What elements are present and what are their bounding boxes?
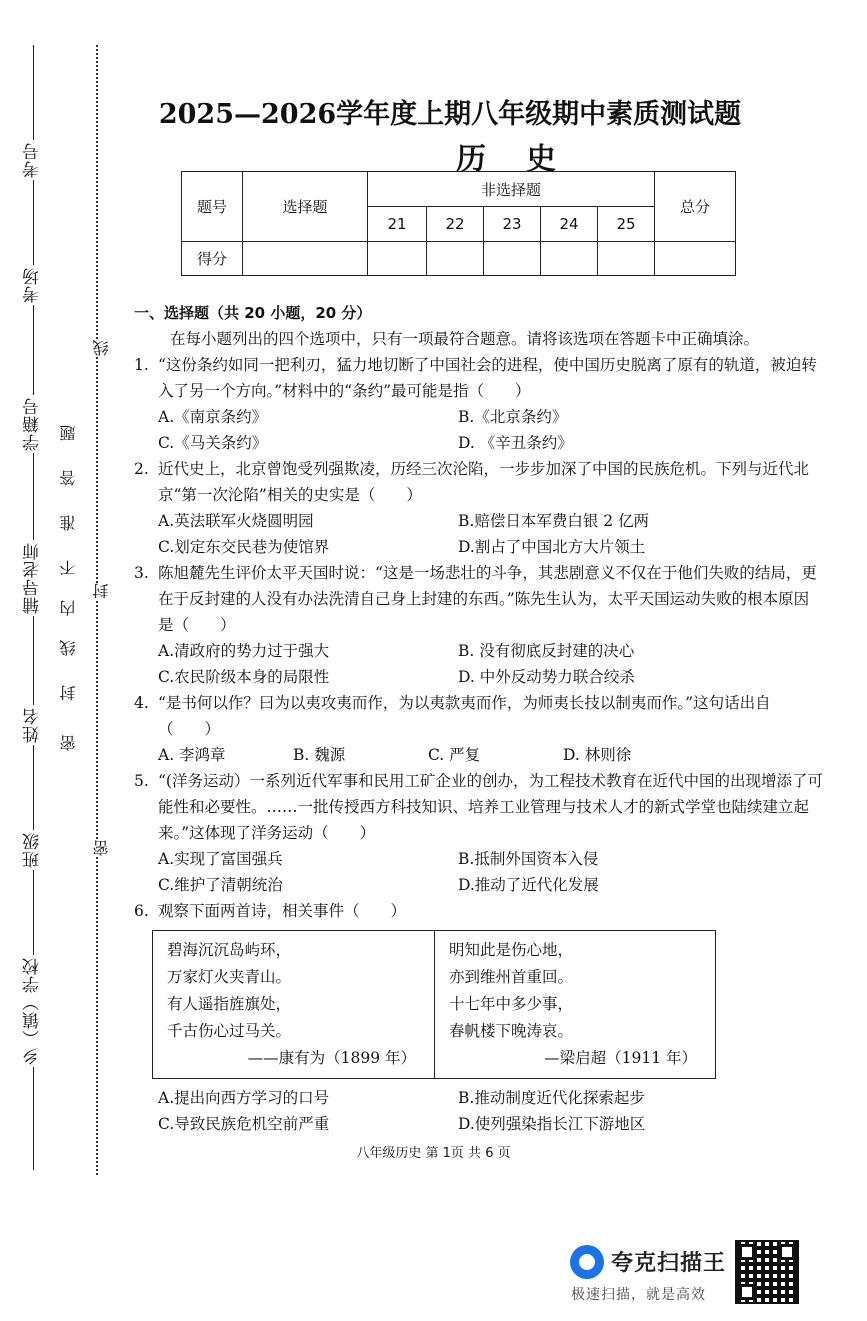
option-a[interactable]: A.提出向西方学习的口号: [158, 1089, 330, 1107]
question-4-options: [134, 742, 824, 768]
question-stem: 陈旭麓先生评价太平天国时说：“这是一场悲壮的斗争，其悲剧意义不仅在于他们失败的结局，更在于反封建的人没有办法洗清自己身上封建的东西。”陈先生认为，太平天国运动失败的根本原因是（ ）: [158, 564, 817, 634]
field-student-id: 学籍号: [20, 395, 45, 453]
option-a[interactable]: A.实现了富国强兵: [158, 850, 283, 868]
score-table-number: 23: [484, 207, 541, 242]
option-d[interactable]: D. 《辛丑条约》: [458, 434, 573, 452]
question-number: 6.: [134, 902, 149, 920]
question-2-options: [134, 508, 824, 560]
question-1-options: [134, 404, 824, 456]
question-number: 5.: [134, 772, 149, 790]
field-exam-room: 考场: [20, 265, 45, 305]
poem-line: 万家灯火夹青山。: [167, 968, 292, 986]
score-table-number: 22: [427, 207, 484, 242]
field-exam-number: 考号: [20, 140, 45, 180]
question-number: 3.: [134, 564, 149, 582]
question-stem: “这份条约如同一把利刃，猛力地切断了中国社会的进程，使中国历史脱离了原有的轨道，被迫转入了另一个方向。”材料中的“条约”最可能是指（ ）: [158, 356, 817, 400]
option-c[interactable]: C.农民阶级本身的局限性: [158, 668, 330, 686]
score-table-q-label: 题号: [182, 172, 243, 242]
score-cell[interactable]: [598, 242, 655, 276]
poem-line: 有人遥指旌旗处，: [167, 995, 292, 1013]
score-cell[interactable]: [427, 242, 484, 276]
exam-title: 2025—2026学年度上期八年级期中素质测试题: [158, 99, 742, 130]
question-1: [134, 352, 824, 404]
qr-code-icon: [735, 1240, 799, 1304]
option-d[interactable]: D. 中外反动势力联合绞杀: [458, 668, 635, 686]
question-3-options: [134, 638, 824, 690]
option-c[interactable]: C. 严复: [428, 746, 481, 764]
seal-char: 准: [59, 515, 78, 531]
seal-char: 题: [59, 425, 78, 441]
page-footer: 八年级历史 第 1页 共 6 页: [356, 1146, 511, 1161]
binding-margin: [0, 0, 110, 1200]
score-table-choice-label: 选择题: [243, 172, 368, 242]
score-table-number: 21: [368, 207, 427, 242]
question-number: 2.: [134, 460, 149, 478]
score-table-total-label: 总分: [655, 172, 736, 242]
poem-author: ——康有为（1899 年）: [247, 1049, 416, 1067]
seal-char: 线: [59, 640, 78, 656]
question-5: [134, 768, 824, 846]
score-table-score-label: 得分: [182, 242, 243, 276]
option-d[interactable]: D.割占了中国北方大片领土: [458, 538, 646, 556]
poem-line: 春帆楼下晚涛哀。: [449, 1022, 574, 1040]
dotline-label-line: 线: [92, 340, 111, 356]
score-cell[interactable]: [368, 242, 427, 276]
question-number: 4.: [134, 694, 149, 712]
option-c[interactable]: C.维护了清朝统治: [158, 876, 283, 894]
quark-logo-icon: [570, 1245, 604, 1279]
question-stem: “(洋务运动）一系列近代军事和民用工矿企业的创办，为工程技术教育在近代中国的出现增添了可能性和必要性。……一批传授西方科技知识、培养工业管理与技术人才的新式学堂也陆续建立起来。”这体现了洋务运动（ ）: [158, 772, 823, 842]
field-tutor: 辅导老师: [20, 540, 45, 616]
margin-dotted-line: [96, 45, 98, 1175]
seal-char: 密: [59, 735, 78, 751]
seal-char: 不: [59, 560, 78, 576]
option-a[interactable]: A.英法联军火烧圆明园: [158, 512, 314, 530]
field-name: 姓名: [20, 705, 45, 745]
field-school: 乡（镇）学校: [20, 955, 45, 1067]
question-stem: “是书何以作？曰为以夷攻夷而作，为以夷款夷而作，为师夷长技以制夷而作。”这句话出自（ ）: [158, 694, 771, 738]
option-d[interactable]: D.推动了近代化发展: [458, 876, 599, 894]
watermark-slogan: 极速扫描，就是高效: [571, 1287, 706, 1303]
question-number: 1.: [134, 356, 149, 374]
question-3: [134, 560, 824, 638]
dotline-label-seal: 封: [92, 583, 111, 599]
question-6-options: [134, 1085, 824, 1137]
option-c[interactable]: C.划定东交民巷为使馆界: [158, 538, 330, 556]
questions-content: [134, 300, 824, 1137]
option-b[interactable]: B.赔偿日本军费白银 2 亿两: [458, 512, 650, 530]
score-table-nonchoice-label: 非选择题: [368, 172, 655, 207]
question-5-options: [134, 846, 824, 898]
seal-char: 内: [59, 600, 78, 616]
score-cell[interactable]: [541, 242, 598, 276]
poem-line: 明知此是伤心地，: [449, 941, 574, 959]
question-2: [134, 456, 824, 508]
poem-kang-youwei: [153, 931, 434, 1078]
option-a[interactable]: A. 李鸿章: [158, 746, 226, 764]
field-class: 班级: [20, 830, 45, 870]
poems-box: [152, 930, 716, 1079]
option-a[interactable]: A.《南京条约》: [158, 408, 268, 426]
score-table-number: 24: [541, 207, 598, 242]
poem-author: —梁启超（1911 年）: [544, 1049, 697, 1067]
question-stem: 近代史上，北京曾饱受列强欺凌，历经三次沦陷，一步步加深了中国的民族危机。下列与近代北京“第一次沦陷”相关的史实是（ ）: [158, 460, 810, 504]
seal-char: 答: [59, 470, 78, 486]
section-instruction: 在每小题列出的四个选项中，只有一项最符合题意。请将该选项在答题卡中正确填涂。: [170, 330, 760, 348]
option-d[interactable]: D. 林则徐: [563, 746, 632, 764]
option-b[interactable]: B. 没有彻底反封建的决心: [458, 642, 635, 660]
option-d[interactable]: D.使列强染指长江下游地区: [458, 1115, 646, 1133]
dotline-label-secret: 密: [92, 840, 111, 856]
poem-line: 碧海沉沉岛屿环，: [167, 941, 292, 959]
watermark-name: 夸克扫描王: [611, 1251, 727, 1276]
option-b[interactable]: B. 魏源: [293, 746, 346, 764]
poem-liang-qichao: [434, 931, 715, 1078]
question-stem: 观察下面两首诗，相关事件（ ）: [158, 902, 407, 920]
poem-line: 亦到维州首重回。: [449, 968, 574, 986]
exam-subject: 历史: [456, 142, 596, 177]
question-4: [134, 690, 824, 742]
option-b[interactable]: B.抵制外国资本入侵: [458, 850, 599, 868]
option-c[interactable]: C.导致民族危机空前严重: [158, 1115, 330, 1133]
score-cell[interactable]: [243, 242, 368, 276]
poem-line: 千古伤心过马关。: [167, 1022, 292, 1040]
question-6: [134, 898, 824, 924]
score-table: [181, 171, 736, 276]
option-b[interactable]: B.《北京条约》: [458, 408, 568, 426]
option-a[interactable]: A.清政府的势力过于强大: [158, 642, 330, 660]
score-cell[interactable]: [655, 242, 736, 276]
seal-char: 封: [59, 685, 78, 701]
scanner-watermark: [565, 1240, 865, 1310]
option-c[interactable]: C.《马关条约》: [158, 434, 268, 452]
section-heading: 一、选择题（共 20 小题，20 分）: [134, 304, 372, 322]
option-b[interactable]: B.推动制度近代化探索起步: [458, 1089, 645, 1107]
score-cell[interactable]: [484, 242, 541, 276]
score-table-number: 25: [598, 207, 655, 242]
poem-line: 十七年中多少事，: [449, 995, 574, 1013]
